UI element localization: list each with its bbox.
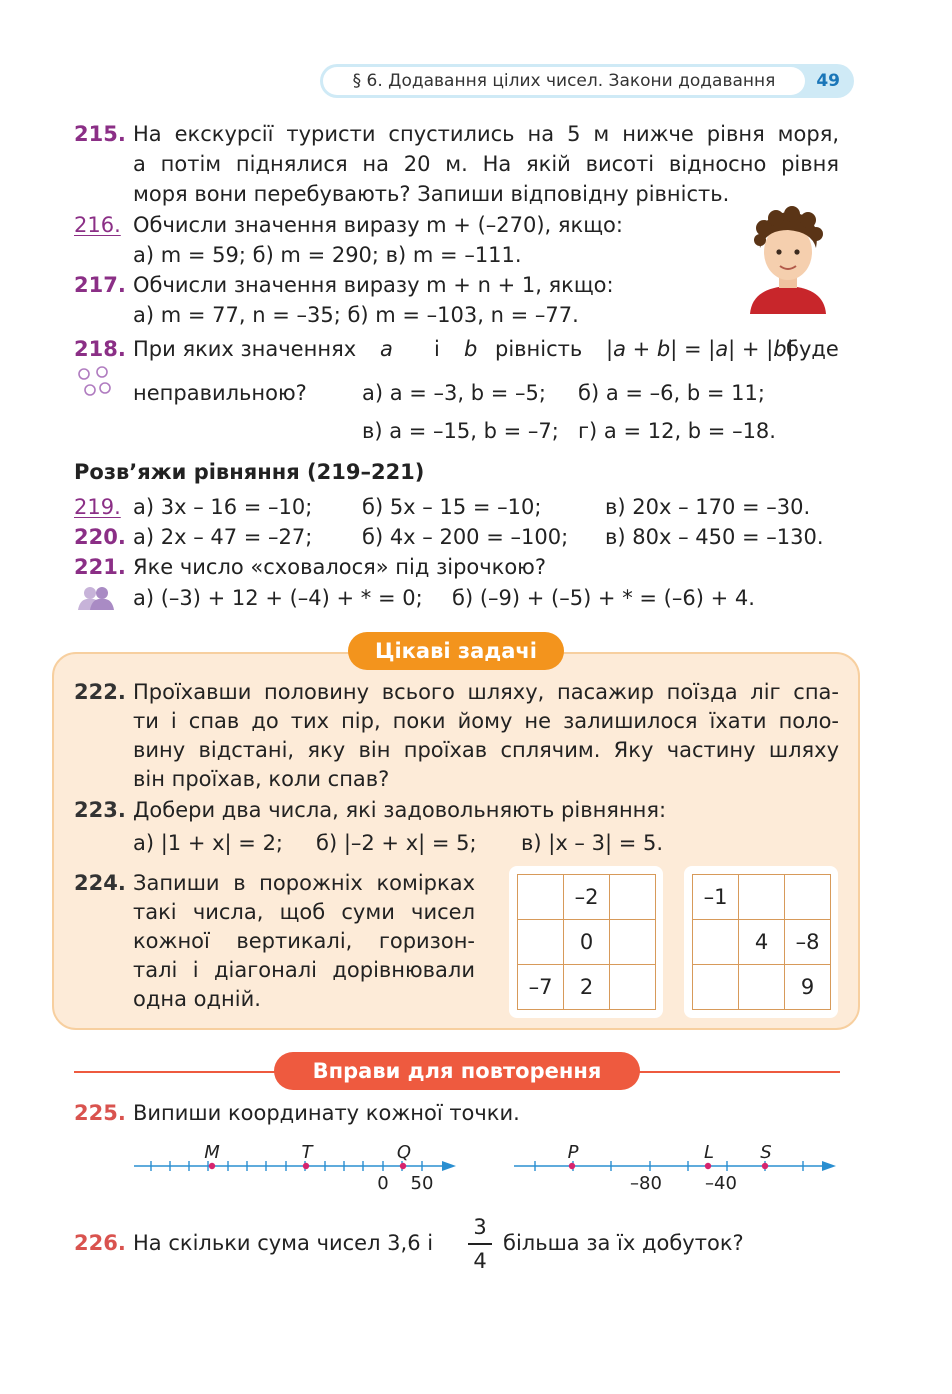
grid1-cell: 2 (564, 965, 610, 1010)
abs-formula: |a + b| = |a| + |b| (606, 337, 794, 361)
point-label: S (760, 1142, 772, 1163)
problem-222-line1: Проїхавши половину всього шляху, пасажир поїзда ліг спа- (133, 680, 839, 704)
group-work-icon (76, 584, 116, 610)
problem-219-b: б) 5x – 15 = –10; (362, 495, 542, 519)
tick-label: –40 (705, 1173, 737, 1194)
grid1-cell (518, 875, 564, 920)
problem-215-line2: а потім піднялися на 20 м. На якій висоті відносно рівня (133, 152, 839, 176)
problem-224-line5: одна одній. (133, 987, 261, 1011)
problem-220-number: 220. (74, 525, 126, 549)
point-label: P (567, 1142, 579, 1163)
grid1-cell (610, 965, 656, 1010)
problem-221-b: б) (–9) + (–5) + * = (–6) + 4. (452, 586, 755, 610)
problem-219-number: 219. (74, 495, 121, 519)
problem-222-number: 222. (74, 680, 126, 704)
problem-223-a: а) |1 + x| = 2; (133, 831, 284, 855)
fraction-numerator: 3 (473, 1215, 487, 1239)
header-title: § 6. Додавання цілих чисел. Закони додавання (323, 67, 805, 95)
point-label: L (703, 1142, 715, 1163)
grid2-cell: 4 (739, 920, 785, 965)
grid1-cell: –7 (518, 965, 564, 1010)
fraction-bar (468, 1243, 492, 1245)
point-label: Q (396, 1142, 412, 1163)
magic-square-2-wrapper (684, 866, 838, 1018)
word-will-be: буде (786, 337, 839, 361)
grid1-cell: –2 (564, 875, 610, 920)
problem-216-line2: а) m = 59; б) m = 290; в) m = –111. (133, 243, 522, 267)
point-q-marker (400, 1163, 406, 1169)
problem-218-option-b: б) a = –6, b = 11; (578, 381, 765, 405)
problem-219-c: в) 20x – 170 = –30. (605, 495, 811, 519)
tick-label: 0 (377, 1173, 389, 1194)
problem-222-line4: він проїхав, коли спав? (133, 767, 390, 791)
problem-218-option-v: в) a = –15, b = –7; (362, 419, 559, 443)
grid2-cell (693, 965, 739, 1010)
number-line-2 (510, 1138, 844, 1196)
interesting-tasks-title: Цікаві задачі (348, 632, 564, 670)
problem-221-a: а) (–3) + 12 + (–4) + * = 0; (133, 586, 423, 610)
grid1-cell (518, 920, 564, 965)
grid2-cell: –1 (693, 875, 739, 920)
problem-218-text-start: При яких значеннях (133, 337, 357, 361)
problem-216-line1: Обчисли значення виразу m + (–270), якщо: (133, 213, 623, 237)
problem-222-line2: ти і спав до тих пір, поки йому не залишилося їхати поло- (133, 709, 839, 733)
problem-224-line2: такі числа, щоб суми чисел (133, 900, 475, 924)
problem-221-number: 221. (74, 555, 126, 579)
problem-220-c: в) 80x – 450 = –130. (605, 525, 824, 549)
problem-215-number: 215. (74, 122, 126, 146)
problem-225-line1: Випиши координату кожної точки. (133, 1101, 520, 1125)
grid1-cell (610, 875, 656, 920)
problem-223-number: 223. (74, 798, 126, 822)
problem-218-option-a: а) a = –3, b = –5; (362, 381, 546, 405)
grid2-cell (739, 965, 785, 1010)
problem-217-line1: Обчисли значення виразу m + n + 1, якщо: (133, 273, 614, 297)
grid2-cell (693, 920, 739, 965)
problem-220-a: а) 2x – 47 = –27; (133, 525, 313, 549)
var-a: a (380, 337, 393, 361)
page-number: 49 (816, 71, 840, 91)
point-m-marker (209, 1163, 215, 1169)
problem-220-b: б) 4x – 200 = –100; (362, 525, 569, 549)
problem-217-number: 217. (74, 273, 126, 297)
grid2-cell (739, 875, 785, 920)
section-heading-equations: Розв’яжи рівняння (219–221) (74, 460, 425, 484)
problem-224-line3: кожної вертикалі, горизон- (133, 929, 475, 953)
problem-223-c: в) |x – 3| = 5. (521, 831, 664, 855)
point-s-marker (762, 1163, 768, 1169)
problem-215-line3: моря вони перебувають? Запиши відповідну рівність. (133, 182, 730, 206)
problem-223-line1: Добери два числа, які задовольняють рівняння: (133, 798, 667, 822)
problem-218-line2: неправильною? (133, 381, 307, 405)
grid2-cell (785, 875, 831, 920)
problem-221-line1: Яке число «сховалося» під зірочкою? (133, 555, 547, 579)
problem-224-number: 224. (74, 871, 126, 895)
problem-217-line2: а) m = 77, n = –35; б) m = –103, n = –77. (133, 303, 579, 327)
problem-215-line1: На екскурсії туристи спустились на 5 м нижче рівня моря, (133, 122, 839, 146)
problem-226-number: 226. (74, 1231, 126, 1255)
problem-222-line3: вину відстані, яку він проїхав сплячим. Яку частину шляху (133, 738, 839, 762)
grid2-cell: –8 (785, 920, 831, 965)
pair-work-icon (76, 364, 112, 398)
tick-label: 50 (410, 1173, 434, 1194)
problem-219-a: а) 3x – 16 = –10; (133, 495, 313, 519)
number-line-1 (130, 1138, 464, 1196)
problem-218-number: 218. (74, 337, 126, 361)
magic-square-2 (692, 874, 831, 1010)
running-header (320, 64, 854, 98)
grid1-cell: 0 (564, 920, 610, 965)
magic-square-1 (517, 874, 656, 1010)
var-b: b (464, 337, 478, 361)
problem-226-text-start: На скільки сума чисел 3,6 і (133, 1231, 434, 1255)
grid1-cell (610, 920, 656, 965)
word-equality: рівність (495, 337, 583, 361)
problem-216-number: 216. (74, 213, 121, 237)
problem-225-number: 225. (74, 1101, 126, 1125)
problem-224-line1: Запиши в порожніх комірках (133, 871, 475, 895)
point-label: T (301, 1142, 313, 1163)
grid2-cell: 9 (785, 965, 831, 1010)
review-title: Вправи для повторення (274, 1052, 640, 1090)
problem-223-b: б) |–2 + x| = 5; (316, 831, 477, 855)
problem-224-line4: талі і діагоналі дорівнювали (133, 958, 475, 982)
fraction-denominator: 4 (473, 1249, 487, 1273)
boy-portrait-icon (742, 206, 834, 314)
problem-218-option-g: г) a = 12, b = –18. (578, 419, 776, 443)
point-p-marker (569, 1163, 575, 1169)
word-and: і (434, 337, 440, 361)
tick-label: –80 (630, 1173, 662, 1194)
problem-226-text-end: більша за їх добуток? (503, 1231, 744, 1255)
point-l-marker (705, 1163, 711, 1169)
magic-square-1-wrapper (509, 866, 663, 1018)
point-label: M (204, 1142, 220, 1163)
point-t-marker (303, 1163, 309, 1169)
